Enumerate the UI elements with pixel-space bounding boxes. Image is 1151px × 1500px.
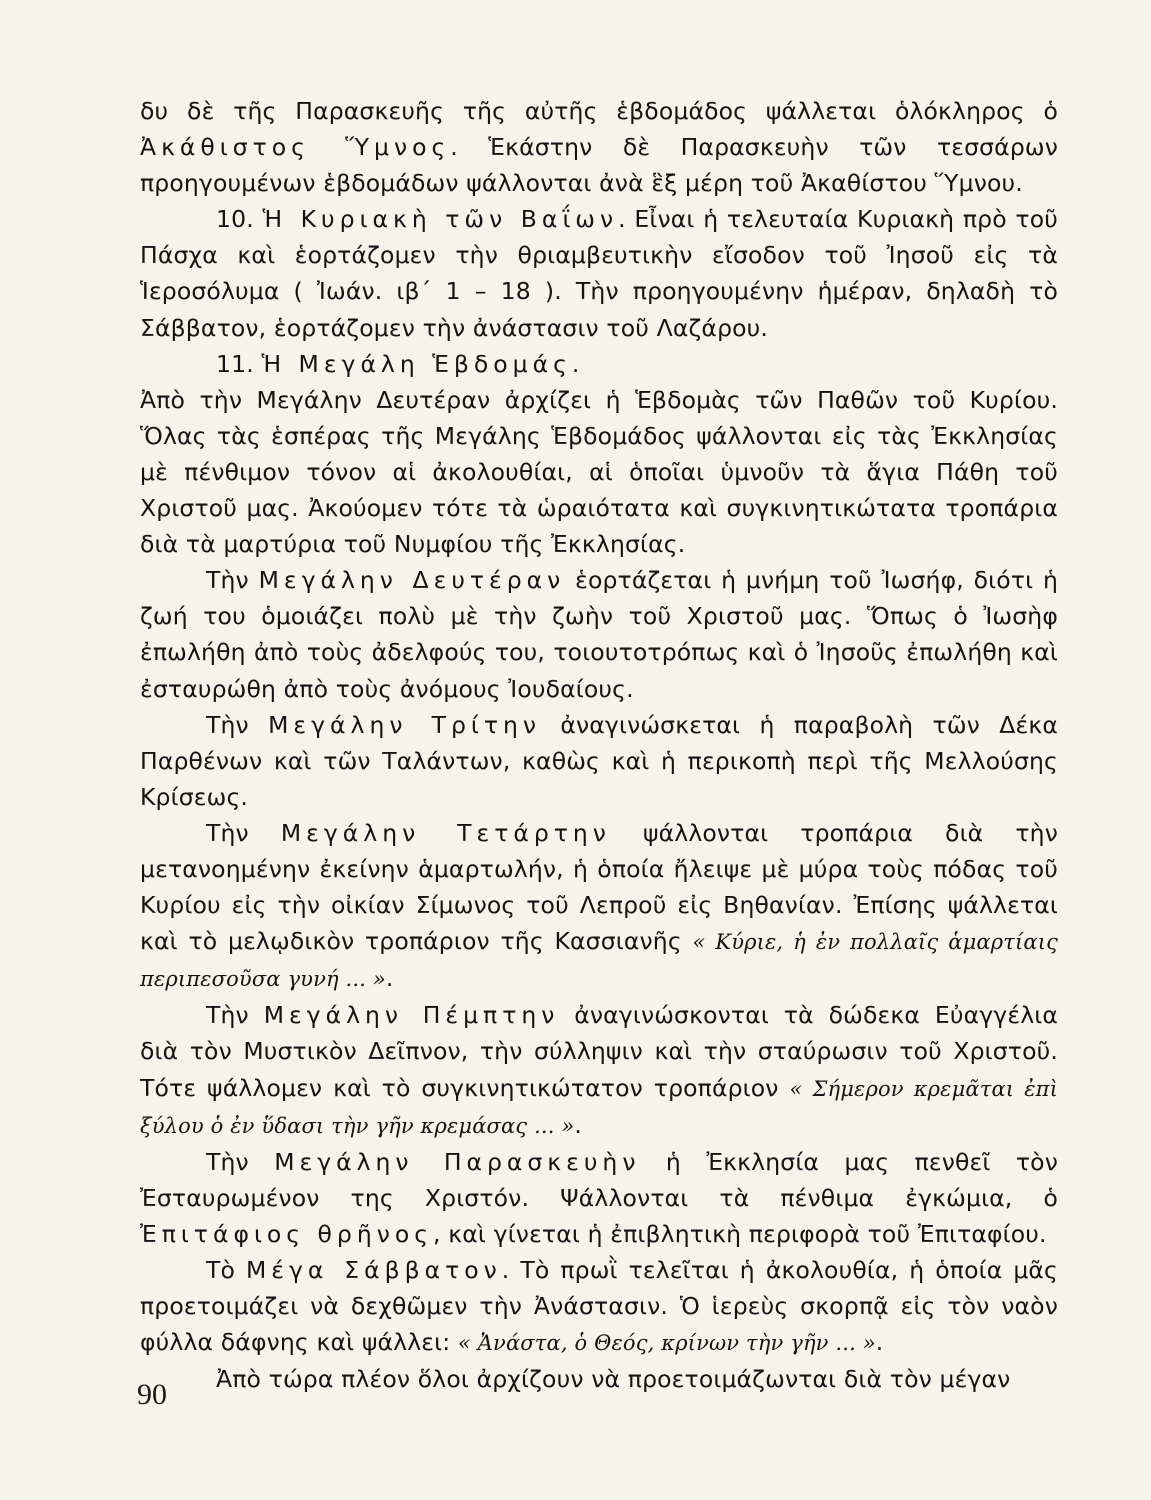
section-heading-palm-sunday: Ἡ Κυριακὴ τῶν Βαΐων <box>262 205 619 234</box>
spaced-term-holy-saturday: Μέγα Σάββατον <box>246 1256 502 1284</box>
text-run: ἀναγινώσκονται τὰ δώδεκα Εὐαγγέλια διὰ τὸν Μυστικὸν Δεῖπνον, τὴν σύλληψιν καὶ τὴν σταύρωσιν τοῦ Χριστοῦ. Τότε ψάλλομεν καὶ τὸ συγκινητικώτατον τροπάριον <box>140 1001 1059 1102</box>
text-run: ψάλλονται τροπάρια διὰ τὴν μετανοημένην ἐκείνην ἁμαρτωλήν, ἡ ὁποία ἤλειψε μὲ μύρα τοὺς πόδας τοῦ Κυρίου εἰς τὴν οἰκίαν Σίμωνος τοῦ Λεπροῦ εἰς Βηθανίαν. Ἐπίσης ψάλλεται καὶ τὸ μελῳδικὸν τροπάριον τῆς Κασσιανῆς <box>140 818 1058 956</box>
spaced-term-holy-wednesday: Μεγάλην Τετάρτην <box>280 818 611 847</box>
text-run: ἀναγινώσκεται ἡ παραβολὴ τῶν Δέκα Παρθένων καὶ τῶν Ταλάντων, καθὼς καὶ ἡ περικοπὴ περὶ τῆς Μελλούσης Κρίσεως. <box>140 710 1058 811</box>
text-run: Τὴν <box>206 710 269 739</box>
text-run: Τὸ <box>206 1256 247 1284</box>
text-run: , καὶ γίνεται ἡ ἐπιβλητικὴ περιφορὰ τοῦ Ἐπιταφίου. <box>433 1219 1047 1248</box>
paragraph-holy-saturday <box>140 1252 1058 1361</box>
text-run: δυ δὲ τῆς Παρασκευῆς τῆς αὐτῆς ἑβδομάδος ψάλλεται ὁλόκληρος ὁ <box>140 97 1058 125</box>
paragraph-palm-sunday <box>140 201 1058 345</box>
section-number: 10. <box>216 205 263 234</box>
text-run: . Εἶναι ἡ τελευταία Κυριακὴ πρὸ τοῦ Πάσχα καὶ ἑορτάζομεν τὴν θριαμβευτικὴν εἴσοδον τοῦ Ἰησοῦ εἰς τὰ Ἱεροσόλυμα ( Ἰωάν. ιβ΄ 1 – 18 ). Τὴν προηγουμένην ἡμέραν, δηλαδὴ τὸ Σάββατον, ἑορτάζομεν τὴν ἀνάστασιν τοῦ Λαζάρου. <box>140 205 1059 342</box>
spaced-term-epitaphios: Ἐπιτάφιος θρῆνος <box>140 1219 434 1248</box>
text-run: Τὴν <box>206 566 259 595</box>
paragraph-holy-week-heading <box>140 346 1058 382</box>
text-run: Τὴν <box>206 1001 264 1030</box>
text-run: ἡ Ἐκκλησία μας πενθεῖ τὸν Ἐσταυρωμένον της Χριστόν. Ψάλλονται τὰ πένθιμα ἐγκώμια, ὁ <box>140 1147 1058 1212</box>
text-run: ἑορτάζεται ἡ μνήμη τοῦ Ἰωσήφ, διότι ἡ ζωή του ὁμοιάζει πολὺ μὲ τὴν ζωὴν τοῦ Χριστοῦ μας. Ὅπως ὁ Ἰωσὴφ ἐπωλήθη ἀπὸ τοὺς ἀδελφούς του, τοιουτοτρόπως καὶ ὁ Ἰησοῦς ἐπωλήθη καὶ ἐσταυρώθη ἀπὸ τοὺς ἀνόμους Ἰουδαίους. <box>140 566 1058 703</box>
paragraph-continuation <box>140 1361 1058 1397</box>
section-number: 11. <box>216 349 262 378</box>
text-run: . Τὸ πρωῒ τελεῖται ἡ ἀκολουθία, ἡ ὁποία μᾶς προετοιμάζει νὰ δεχθῶμεν τὴν Ἀνάστασιν. Ὁ ἱερεὺς σκορπᾷ εἰς τὸν ναὸν φύλλα δάφνης καὶ ψάλλει: <box>140 1256 1059 1357</box>
paragraph-akathist <box>140 93 1058 201</box>
text-run: Τὴν <box>206 818 281 847</box>
spaced-term-holy-monday: Μεγάλην Δευτέραν <box>258 566 566 595</box>
text-run: . <box>875 1328 884 1357</box>
hymn-quote-kassiani: « Κύριε, ἡ ἐν πολλαῖς ἁμαρτίαις περιπεσοῦσα γυνή ... » <box>140 930 1058 992</box>
text-run: . <box>571 349 580 378</box>
text-run: . <box>574 1110 582 1139</box>
hymn-quote-anasta: « Ἀνάστα, ὁ Θεός, κρίνων τὴν γῆν ... » <box>457 1331 876 1356</box>
spaced-term-akathistos: Ἀκάθιστος Ὕμνος <box>140 133 451 162</box>
paragraph-holy-thursday <box>140 997 1058 1143</box>
hymn-quote-simeron: « Σήμερον κρεμᾶται ἐπὶ ξύλου ὁ ἐν ὕδασι τὴν γῆν κρεμάσας ... » <box>140 1076 1059 1138</box>
paragraph-holy-friday <box>140 1144 1058 1252</box>
spaced-term-holy-thursday: Μεγάλην Πέμπτην <box>263 1001 560 1030</box>
section-heading-holy-week: Ἡ Μεγάλη Ἑβδομάς <box>261 349 572 378</box>
text-run: Ἀπὸ τώρα πλέον ὅλοι ἀρχίζουν νὰ προετοιμάζωνται διὰ τὸν μέγαν <box>216 1365 1011 1394</box>
text-run: Τὴν <box>206 1147 275 1176</box>
spaced-term-holy-friday: Μεγάλην Παρασκευὴν <box>274 1147 641 1176</box>
text-run: Ἀπὸ τὴν Μεγάλην Δευτέραν ἀρχίζει ἡ Ἑβδομὰς τῶν Παθῶν τοῦ Κυρίου. Ὅλας τὰς ἑσπέρας τῆς Μεγάλης Ἑβδομάδος ψάλλονται εἰς τὰς Ἐκκλησίας μὲ πένθιμον τόνον αἱ ἀκολουθίαι, αἱ ὁποῖαι ὑμνοῦν τὰ ἅγια Πάθη τοῦ Χριστοῦ μας. Ἀκούομεν τότε τὰ ὡραιότατα καὶ συγκινητικώτατα τροπάρια διὰ τὰ μαρτύρια τοῦ Νυμφίου τῆς Ἐκκλησίας. <box>140 385 1058 559</box>
text-run: . Ἑκάστην δὲ Παρασκευὴν τῶν τεσσάρων προηγουμένων ἑβδομάδων ψάλλονται ἀνὰ ἓξ μέρη τοῦ Ἀκαθίστου Ὕμνου. <box>140 133 1058 198</box>
paragraph-holy-wednesday <box>140 815 1058 997</box>
text-run: . <box>385 964 394 993</box>
paragraph-holy-tuesday <box>140 707 1058 815</box>
page-body-text <box>140 93 1058 1397</box>
spaced-term-holy-tuesday: Μεγάλην Τρίτην <box>268 710 542 739</box>
paragraph-holy-week-intro <box>140 382 1058 562</box>
paragraph-holy-monday <box>140 562 1058 706</box>
page-number: 90 <box>137 1378 167 1411</box>
